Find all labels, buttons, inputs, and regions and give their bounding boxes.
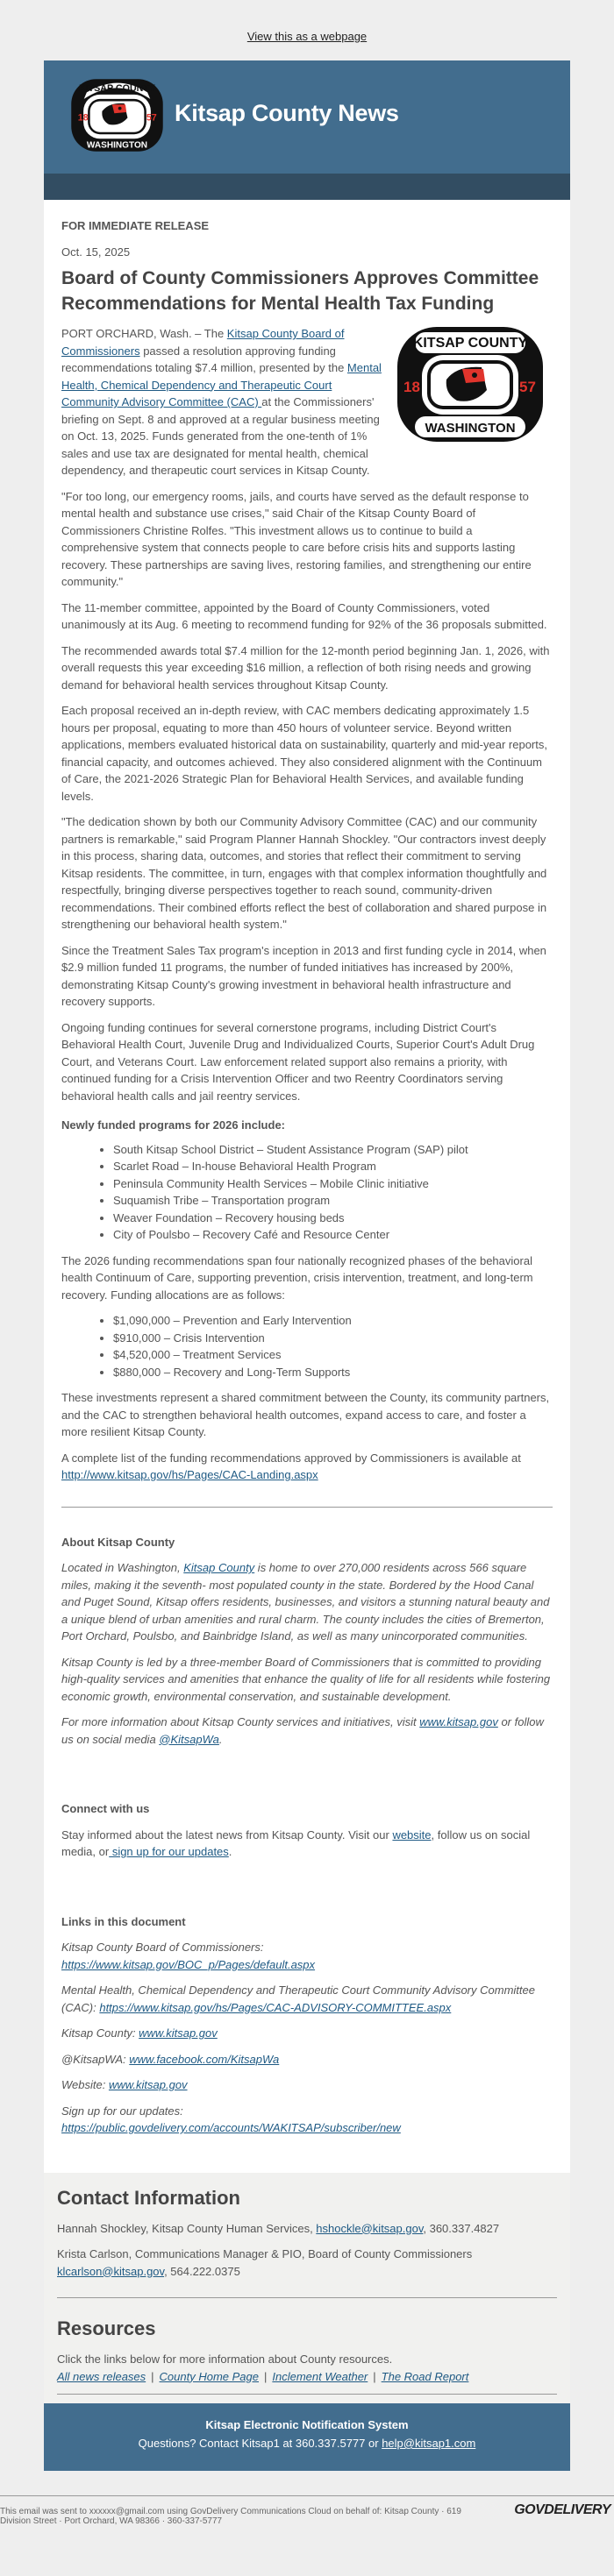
- divider: [57, 2297, 557, 2298]
- link-item: [61, 1982, 553, 2016]
- text: Questions? Contact Kitsap1 at 360.337.5777 or: [138, 2437, 382, 2450]
- view-as-webpage-link[interactable]: View this as a webpage: [246, 30, 368, 43]
- text: Located in Washington,: [61, 1561, 184, 1574]
- inclement-weather-link[interactable]: Inclement Weather: [272, 2369, 368, 2383]
- article-paragraph: The 11-member committee, appointed by the Board of County Commissioners, voted unanimously at its Aug. 6 meeting to recommend funding for 92% of the 36 proposals submitted.: [61, 600, 547, 631]
- county-home-page-link[interactable]: County Home Page: [159, 2369, 259, 2383]
- link-url[interactable]: www.kitsap.gov: [139, 2026, 218, 2040]
- links-list: [61, 1939, 553, 2137]
- text: passed a resolution approving funding recommendations totaling $7.4 million, presented by the: [61, 344, 347, 374]
- links-heading: Links in this document: [61, 1914, 186, 1928]
- govdelivery-logo: GOVDELIVERY: [514, 2502, 610, 2517]
- link-label: Kitsap County:: [61, 2026, 139, 2040]
- separator: |: [264, 2369, 268, 2383]
- text: or follow us on social media: [61, 1715, 544, 1746]
- notification-footer: [44, 2403, 570, 2471]
- contact-section: [44, 2173, 570, 2404]
- separator: |: [373, 2369, 376, 2383]
- text: , follow us on social media, or: [61, 1827, 531, 1858]
- text: A complete list of the funding recommendations approved by Commissioners is available at: [61, 1451, 521, 1465]
- road-report-link[interactable]: The Road Report: [381, 2369, 469, 2383]
- kitsap-county-seal-image: [396, 325, 545, 444]
- divider: [61, 1507, 553, 1508]
- email-container: [44, 60, 570, 2471]
- article-title: Board of County Commissioners Approves Committee Recommendations for Mental Health Tax Funding: [61, 268, 539, 314]
- divider: [57, 2394, 557, 2395]
- article-paragraph: Since the Treatment Sales Tax program's inception in 2013 and first funding cycle in 2014, when $2.9 million funded 11 programs, the number of funded initiatives has increased by 200%, demonstrating Kitsap County's growing investment in behavioral health infrastructure and recovery supports.: [61, 943, 546, 1008]
- article-content: [44, 200, 570, 2173]
- list-item: • $4,520,000 – Treatment Services: [113, 1346, 553, 1364]
- link-item: [61, 2076, 553, 2094]
- article-paragraph: The 2026 funding recommendations span four nationally recognized phases of the behavioral health Continuum of Care, supporting prevention, crisis intervention, treatment, and long-term recovery. Funding allocations are as follows:: [61, 1253, 533, 1302]
- link-label: @KitsapWA:: [61, 2052, 130, 2066]
- footer-contact: [44, 2437, 570, 2450]
- text: PORT ORCHARD, Wash. – The: [61, 327, 227, 340]
- kitsap-county-seal-logo: [70, 76, 164, 154]
- svg-text:18: 18: [77, 112, 89, 124]
- text: .: [218, 1732, 223, 1746]
- allocations-list: [61, 1312, 553, 1380]
- list-item: • Weaver Foundation – Recovery housing beds: [113, 1210, 553, 1227]
- article-paragraph: "The dedication shown by both our Community Advisory Committee (CAC) and our community partners is remarkable," said Program Planner Hannah Shockley. "Our contractors invest deeply in this process, sharing data, outcomes, and stories that reflect their commitment to serving Kitsap residents. The committee, in turn, engages with that complex information thoughtfully and respectfully, bringing diverse perspectives together to reach sound, community-driven recommendations. Their combined efforts reflect the best of collaboration and shared purpose in strengthening our behavioral health system.": [61, 815, 547, 931]
- svg-text:KITSAP COUNTY: KITSAP COUNTY: [412, 336, 528, 351]
- website-link[interactable]: website: [392, 1827, 432, 1842]
- about-paragraph: [61, 1714, 553, 1748]
- link-url[interactable]: www.facebook.com/KitsapWa: [129, 2052, 280, 2066]
- text: at the Commissioners' briefing on Sept. 8 and approved at a regular business meeting on Oct. 13, 2025. Funds generated from the one-tenth of 1% sales and use tax are designated for mental health, chemical dependency, and therapeutic court services in Kitsap County.: [61, 395, 380, 477]
- connect-heading: Connect with us: [61, 1802, 150, 1815]
- all-news-releases-link[interactable]: All news releases: [57, 2369, 146, 2383]
- sign-up-link[interactable]: sign up for our updates: [109, 1845, 229, 1858]
- list-item: • $910,000 – Crisis Intervention: [113, 1330, 553, 1347]
- svg-text:KITSAP COUNTY: KITSAP COUNTY: [78, 83, 156, 95]
- text: , 564.222.0375: [164, 2264, 240, 2278]
- article-paragraph: The recommended awards total $7.4 million for the 12-month period beginning Jan. 1, 2026, with overall requests this year exceeding $16 million, a reflection of both rising needs and growing demand for behavioral health services throughout Kitsap County.: [61, 643, 550, 692]
- svg-text:WASHINGTON: WASHINGTON: [425, 421, 516, 436]
- cac-link[interactable]: Mental Health, Chemical Dependency and Therapeutic Court Community Advisory Committee (CAC): [61, 361, 382, 408]
- top-bar: [0, 0, 614, 60]
- resources-heading: Resources: [57, 2317, 156, 2339]
- new-programs-list: [61, 1141, 553, 1244]
- svg-text:57: 57: [519, 379, 536, 395]
- link-label: Mental Health, Chemical Dependency and Therapeutic Court Community Advisory Committee (CAC):: [61, 1983, 535, 2014]
- link-url[interactable]: www.kitsap.gov: [108, 2078, 188, 2091]
- contact-line: [57, 2246, 557, 2280]
- text: Stay informed about the latest news from Kitsap County. Visit our: [61, 1827, 393, 1842]
- about-section: [61, 1559, 553, 1748]
- footer-title: Kitsap Electronic Notification System: [205, 2418, 409, 2431]
- release-label: FOR IMMEDIATE RELEASE: [61, 219, 210, 232]
- about-paragraph: [61, 1559, 553, 1645]
- list-item: • Peninsula Community Health Services – Mobile Clinic initiative: [113, 1175, 553, 1193]
- link-item: [61, 2103, 553, 2137]
- article-paragraph: [61, 1450, 553, 1484]
- svg-text:WASHINGTON: WASHINGTON: [86, 140, 148, 151]
- new-programs-heading: Newly funded programs for 2026 include:: [61, 1118, 285, 1132]
- text: is home to over 270,000 residents across 566 square miles, making it the seventh- most populated county in the state. Bordered by the Hood Canal and Puget Sound, Kitsap offers residents, businesses, and visitors a stunning natural beauty and a unique blend of urban amenities and rural charm. The county includes the cities of Bremerton, Port Orchard, Poulsbo, and Bainbridge Island, as well as many unincorporated communities.: [61, 1561, 550, 1643]
- link-item: [61, 2025, 553, 2042]
- separator: |: [151, 2369, 154, 2383]
- contact-heading: Contact Information: [57, 2186, 240, 2209]
- resources-paragraph: [57, 2351, 557, 2385]
- link-item: [61, 1939, 553, 1973]
- svg-text:18: 18: [403, 379, 420, 395]
- kitsap-county-link[interactable]: Kitsap County: [183, 1561, 255, 1574]
- text: Click the links below for more information about County resources.: [57, 2352, 393, 2366]
- list-item: • South Kitsap School District – Student Assistance Program (SAP) pilot: [113, 1141, 553, 1159]
- header-banner: [44, 60, 570, 174]
- connect-paragraph: [61, 1827, 553, 1861]
- newsletter-title: Kitsap County News: [175, 100, 399, 126]
- about-paragraph: Kitsap County is led by a three-member Board of Commissioners that is committed to providing high-quality services and amenities that enhance the quality of life for all residents while fostering economic growth, environmental conservation, and sustainable development.: [61, 1655, 551, 1703]
- link-label: Sign up for our updates:: [61, 2104, 183, 2118]
- list-item: • City of Poulsbo – Recovery Café and Resource Center: [113, 1226, 553, 1244]
- link-label: Website:: [61, 2078, 109, 2091]
- text: , 360.337.4827: [423, 2221, 500, 2235]
- link-label: Kitsap County Board of Commissioners:: [61, 1941, 264, 1954]
- article-paragraph: "For too long, our emergency rooms, jails, and courts have served as the default response to mental health and substance use crises," said Chair of the Kitsap County Board of Commissioners Christine Rolfes. "This investment allows us to continue to build a comprehensive system that connects people to care before crisis hits and supports lasting recovery. These partnerships are saving lives, restoring families, and strengthening our entire community.": [61, 489, 532, 588]
- contact-line: [57, 2220, 557, 2238]
- board-of-commissioners-link[interactable]: Kitsap County Board of Commissioners: [61, 327, 345, 358]
- article-paragraph: These investments represent a shared commitment between the County, its community partners, and the CAC to strengthen behavioral health outcomes, expand access to care, and foster a more resilient Kitsap County.: [61, 1391, 550, 1438]
- sent-to-notice: This email was sent to xxxxxx@gmail.com using GovDelivery Communications Cloud on behalf of: Kitsap County · 619 Division Street · Port Orchard, WA 98366 · 360-337-5777: [0, 2507, 461, 2526]
- list-item: • $880,000 – Recovery and Long-Term Supports: [113, 1364, 553, 1381]
- text: Hannah Shockley, Kitsap County Human Services,: [57, 2221, 317, 2235]
- text: For more information about Kitsap County services and initiatives, visit: [61, 1715, 420, 1728]
- help-email-link[interactable]: help@kitsap1.com: [382, 2437, 476, 2450]
- cac-landing-link[interactable]: http://www.kitsap.gov/hs/Pages/CAC-Landing.aspx: [61, 1468, 318, 1481]
- link-url[interactable]: https://www.kitsap.gov/hs/Pages/CAC-ADVISORY-COMMITTEE.aspx: [99, 2000, 452, 2014]
- link-url[interactable]: https://www.kitsap.gov/BOC_p/Pages/default.aspx: [61, 1957, 316, 1971]
- header-band: [44, 174, 570, 200]
- text: .: [228, 1845, 232, 1858]
- about-heading: About Kitsap County: [61, 1535, 175, 1549]
- link-item: [61, 2051, 553, 2069]
- article-paragraph: Each proposal received an in-depth review, with CAC members dedicating approximately 1.5 hours per proposal, equating to more than 450 hours of volunteer service. Beyond written applications, members evaluated historical data on sustainability, quarterly and mid-year reports, financial capacity, and outcomes achieved. They also considered alignment with the Continuum of Care, the 2021-2026 Strategic Plan for Behavioral Health Services, and available funding levels.: [61, 704, 547, 803]
- govdelivery-footer: [0, 2495, 614, 2531]
- email-link[interactable]: klcarlson@kitsap.gov: [57, 2264, 165, 2278]
- list-item: • $1,090,000 – Prevention and Early Intervention: [113, 1312, 553, 1330]
- list-item: • Suquamish Tribe – Transportation program: [113, 1192, 553, 1210]
- list-item: • Scarlet Road – In-house Behavioral Health Program: [113, 1158, 553, 1175]
- article-paragraph: Ongoing funding continues for several cornerstone programs, including District Court's Behavioral Health Court, Juvenile Drug and Individualized Courts, Superior Court's Adult Drug Court, and Veterans Court. Law enforcement related support also remains a priority, with continued funding for a Crisis Intervention Officer and two Reentry Coordinators serving behavioral health calls and jail reentry services.: [61, 1020, 535, 1103]
- text: Krista Carlson, Communications Manager & PIO, Board of County Commissioners: [57, 2247, 473, 2260]
- kitsap-gov-link[interactable]: www.kitsap.gov: [419, 1715, 498, 1728]
- svg-text:57: 57: [146, 112, 157, 124]
- release-date: Oct. 15, 2025: [61, 245, 131, 259]
- social-media-link[interactable]: @KitsapWa: [159, 1732, 219, 1746]
- link-url[interactable]: https://public.govdelivery.com/accounts/WAKITSAP/subscriber/new: [61, 2121, 401, 2134]
- email-link[interactable]: hshockle@kitsap.gov: [316, 2221, 424, 2235]
